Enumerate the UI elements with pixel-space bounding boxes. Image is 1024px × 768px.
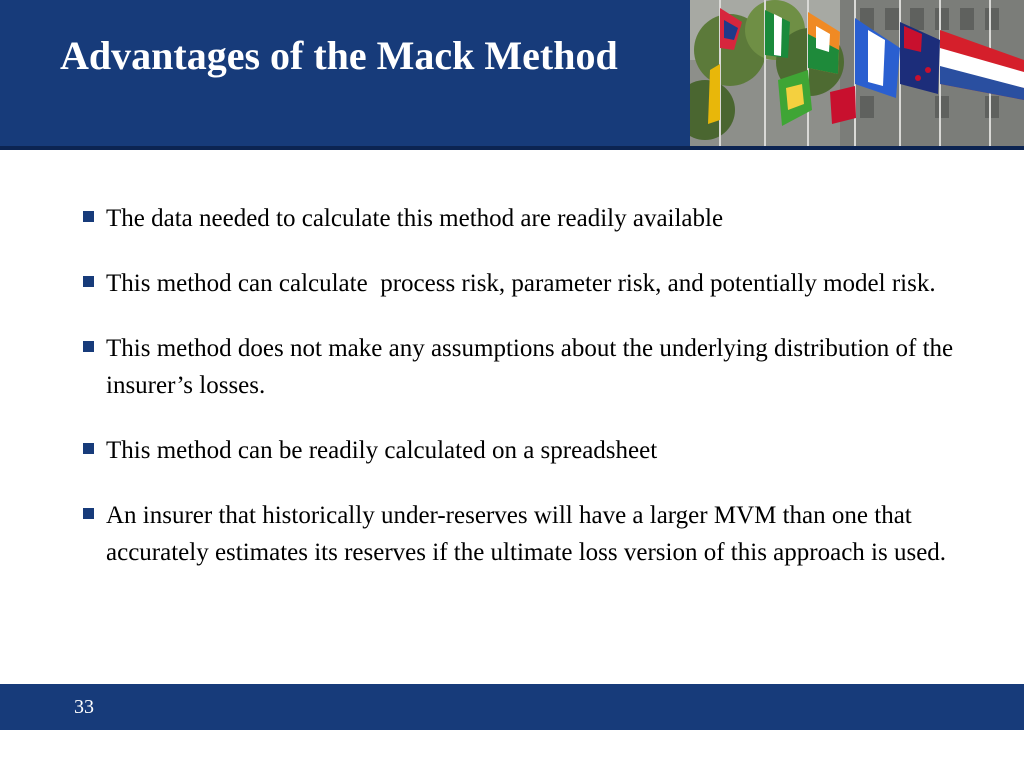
bullet-item-3 bbox=[80, 330, 960, 404]
bullet-item-2 bbox=[80, 265, 960, 302]
bullet-text: This method can be readily calculated on a spreadsheet bbox=[106, 437, 658, 464]
flags-photo bbox=[690, 0, 1024, 146]
footer-bar bbox=[0, 684, 1024, 730]
bullet-item-1 bbox=[80, 200, 960, 237]
bullet-text: This method can calculate process risk, parameter risk, and potentially model risk. bbox=[106, 270, 936, 297]
bullet-item-4 bbox=[80, 432, 960, 469]
header-divider bbox=[0, 146, 1024, 150]
bullet-text: An insurer that historically under-reserves will have a larger MVM than one that accurately estimates its reserves if the ultimate loss version of this approach is used. bbox=[106, 502, 947, 566]
bullet-item-5 bbox=[80, 497, 960, 571]
slide-title: Advantages of the Mack Method bbox=[60, 33, 618, 78]
slide-number: 33 bbox=[74, 696, 94, 718]
square-bullet-icon bbox=[83, 508, 94, 519]
square-bullet-icon bbox=[83, 276, 94, 287]
bullet-text: This method does not make any assumptions about the underlying distribution of the insurer’s losses. bbox=[106, 335, 954, 399]
bullet-text: The data needed to calculate this method are readily available bbox=[106, 205, 724, 232]
bullet-list bbox=[80, 200, 960, 599]
square-bullet-icon bbox=[83, 341, 94, 352]
square-bullet-icon bbox=[83, 443, 94, 454]
square-bullet-icon bbox=[83, 211, 94, 222]
